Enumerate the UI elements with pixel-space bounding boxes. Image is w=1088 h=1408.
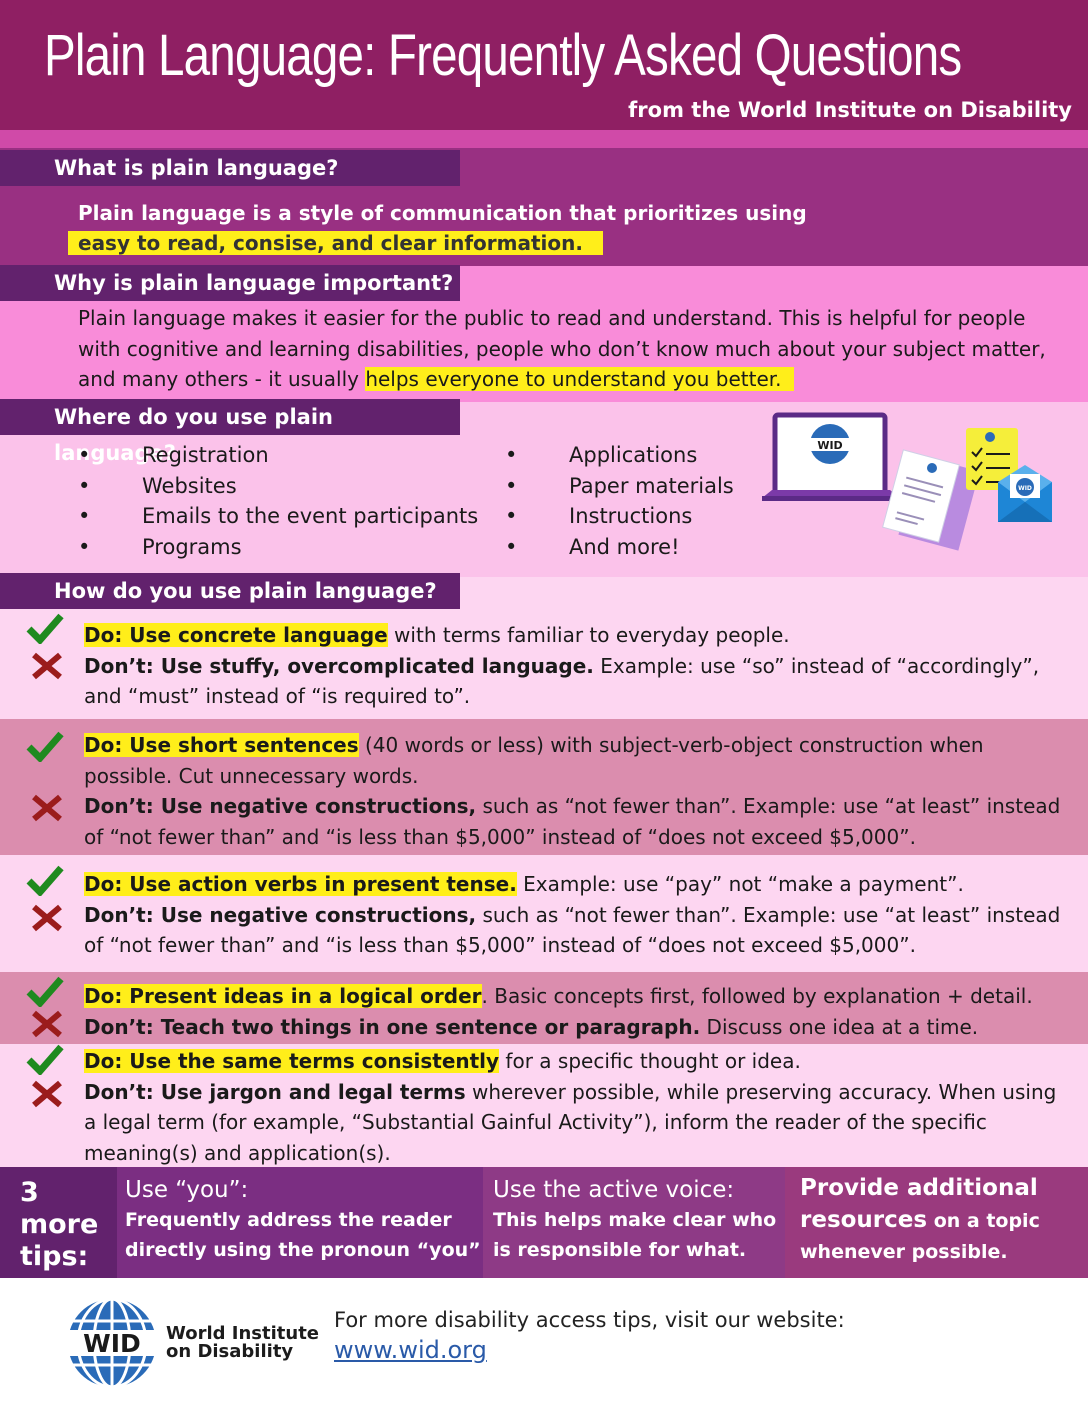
do-text: Example: use “pay” not “make a payment”. [516, 872, 964, 896]
tip-body: Frequently address the reader directly using the pronoun “you” [125, 1209, 481, 1261]
tip-resources [785, 1167, 1088, 1278]
cross-icon [30, 1080, 64, 1108]
where-list-2 [505, 440, 734, 562]
tip-heading: Provide additional resources [800, 1175, 1038, 1233]
do-label: Do: Use concrete language [84, 623, 388, 647]
what-highlight: easy to read, consise, and clear information. [68, 231, 603, 255]
svg-text:WID: WID [817, 439, 843, 452]
check-icon [26, 612, 64, 644]
cross-icon [30, 1010, 64, 1038]
footer-cta-text: For more disability access tips, visit our website: [334, 1308, 845, 1332]
page-title: Plain Language: Frequently Asked Questions [44, 23, 962, 88]
where-list-1 [78, 440, 478, 562]
list-item: • Websites [78, 471, 478, 502]
tip-heading: Use the active voice: [493, 1177, 735, 1203]
tip-heading: Use “you”: [125, 1177, 249, 1203]
dont-text: such as “not fewer than”. Example: use “at least” instead of “not fewer than” and “is less than $5,000” instead of “does not exceed $5,000”. [84, 794, 1061, 849]
check-icon [26, 730, 64, 762]
do-label: Do: Present ideas in a logical order [84, 984, 482, 1008]
tip-1 [84, 620, 1074, 712]
cross-icon [30, 652, 64, 680]
footer-cta [334, 1305, 845, 1366]
do-label: Do: Use short sentences [84, 733, 359, 757]
section-heading-why: Why is plain language important? [0, 265, 460, 301]
check-icon [26, 975, 64, 1007]
list-item: • And more! [505, 532, 734, 563]
list-item: • Paper materials [505, 471, 734, 502]
what-line1: Plain language is a style of communication that prioritizes using [78, 201, 807, 225]
header-divider [0, 130, 1088, 148]
cross-icon [30, 794, 64, 822]
dont-label: Don’t: Use negative constructions, [84, 902, 477, 927]
logo-wordmark: World Institute on Disability [166, 1323, 320, 1362]
do-label: Do: Use action verbs in present tense. [84, 872, 517, 896]
dont-label: Don’t: Use stuffy, overcomplicated language. [84, 653, 594, 678]
tip-2 [84, 730, 1074, 852]
tip-4 [84, 981, 1074, 1042]
do-text: (40 words or less) with subject-verb-object construction when possible. Cut unnecessary words. [84, 733, 984, 788]
list-item: • Instructions [505, 501, 734, 532]
tip-3 [84, 869, 1074, 961]
do-text: . Basic concepts first, followed by explanation + detail. [481, 984, 1033, 1008]
list-item: • Emails to the event participants [78, 501, 478, 532]
dont-label: Don’t: Use negative constructions, [84, 794, 477, 818]
cross-icon [30, 904, 64, 932]
do-text: for a specific thought or idea. [499, 1049, 801, 1073]
dont-text: Example: use “so” instead of “accordingly”, and “must” instead of “is required to”. [84, 653, 1040, 708]
section-heading-where: Where do you use plain language? [0, 399, 460, 435]
website-link[interactable]: www.wid.org [334, 1336, 487, 1364]
do-label: Do: Use the same terms consistently [84, 1049, 500, 1073]
svg-text:WID: WID [83, 1329, 141, 1358]
do-text: with terms familiar to everyday people. [387, 623, 790, 647]
list-item: • Applications [505, 440, 734, 471]
svg-text:WID: WID [1018, 485, 1032, 492]
check-icon [26, 864, 64, 896]
tip-body: on a topic whenever possible. [800, 1210, 1040, 1263]
why-highlight: helps everyone to understand you better. [365, 367, 793, 391]
what-text [78, 198, 807, 258]
tip-active-voice [483, 1167, 785, 1278]
list-item: • Programs [78, 532, 478, 563]
laptop-icon [762, 415, 900, 501]
list-item: • Registration [78, 440, 478, 471]
page-subtitle: from the World Institute on Disability [628, 98, 1072, 122]
why-text [78, 303, 1068, 395]
dont-label: Don’t: Teach two things in one sentence or paragraph. [84, 1014, 701, 1039]
more-tips-label: 3 more tips: [0, 1167, 117, 1278]
tip-use-you [117, 1167, 483, 1278]
check-icon [26, 1043, 64, 1075]
papers-icon [883, 450, 980, 551]
tip-5 [84, 1046, 1074, 1168]
dont-text: wherever possible, while preserving accuracy. When using a legal term (for example, “Substantial Gainful Activity”), inform the reader of the specific meaning(s) and application(s). [84, 1079, 1057, 1165]
why-body: Plain language makes it easier for the public to read and understand. This is helpful for people with cognitive and learning disabilities, people who don’t know much about your subject matter, and many others - it usually [78, 306, 1046, 391]
dont-text: Discuss one idea at a time. [700, 1014, 979, 1039]
dont-label: Don’t: Use jargon and legal terms [84, 1079, 466, 1104]
dont-text: such as “not fewer than”. Example: use “at least” instead of “not fewer than” and “is less than $5,000” instead of “does not exceed $5,000”. [84, 902, 1061, 957]
section-heading-how: How do you use plain language? [0, 573, 460, 609]
wid-logo [66, 1297, 158, 1389]
section-heading-what: What is plain language? [0, 150, 460, 186]
tip-body: This helps make clear who is responsible for what. [493, 1209, 777, 1261]
documents-illustration [760, 410, 1060, 570]
